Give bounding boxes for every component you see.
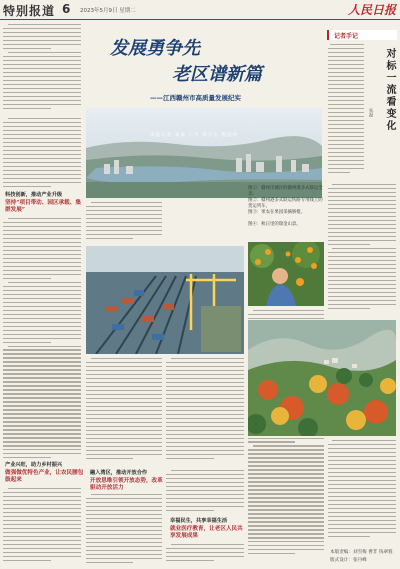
section-heading-2: 融入湾区，推动开放合作	[90, 470, 148, 476]
designer-credit: 版式设计：张丹峰	[330, 558, 367, 563]
section-heading-1: 科技创新，推动产业升级	[5, 192, 63, 198]
headline-line-2: 老区谱新篇	[172, 64, 262, 85]
navel-orange-farmer-photo	[248, 242, 324, 306]
issue-date: 2023年5月9日 星期二	[80, 8, 136, 14]
masthead	[0, 0, 400, 20]
byline: 本报记者 朱磊 王丹 郑少忠 程远州	[150, 133, 239, 138]
left-column-text-mid	[3, 118, 81, 190]
section-lead-3: 做强做优特色产业，让农民腰包鼓起来	[5, 470, 84, 483]
middle-column-text-4	[86, 494, 162, 566]
commentary-author: 朱磊	[368, 108, 373, 118]
photo-caption-3: 图③：果农在果园采摘脐橙。	[248, 210, 306, 215]
middle-column-text-1	[86, 202, 162, 242]
photo-caption-4: 图④：秋日里的瑞金山景。	[248, 222, 301, 227]
photo-caption-1: 图①：赣州市城区的赣州港多式联运全景。	[248, 186, 323, 197]
section-heading-3: 产业兴旺，助力乡村振兴	[5, 462, 63, 468]
right-column-text	[328, 440, 396, 544]
left-column-text-3	[3, 488, 81, 566]
commentary-title: 对标一流看变化	[384, 48, 395, 132]
middle-column-text-5	[166, 470, 244, 514]
left-column-text-top	[3, 24, 81, 116]
commentary-text-2	[328, 184, 396, 314]
middle-column-text-2	[86, 358, 162, 464]
commentary-text-1	[328, 44, 364, 180]
paper-logo: 人民日报	[347, 3, 396, 17]
autumn-mountain-photo	[248, 320, 396, 436]
left-column-text-2	[3, 218, 81, 458]
section-heading-4: 幸福民生，共享幸福生活	[170, 518, 228, 524]
headline-line-1: 发展勇争先	[110, 38, 200, 59]
section-lead-4: 就业医疗教育，让老区人民共享发展成果	[170, 526, 243, 539]
section-name: 特别报道	[3, 4, 56, 18]
middle-column-text-3	[166, 358, 244, 464]
section-lead-2: 开放思维引领开放态势，改革驱动开放活力	[90, 478, 163, 491]
rail-port-photo	[86, 246, 244, 354]
middle-column-text-6	[166, 544, 244, 566]
editor-credit: 本版责编：刘雪梅 曹非 钱翠蓉	[330, 550, 393, 555]
page-number: 6	[62, 2, 71, 16]
photo-caption-2: 图②：赣州港多式联运铁路专用线上的货运列车。	[248, 198, 323, 209]
commentary-label: 记者手记	[334, 33, 359, 40]
section-lead-1: 坚持“项目带动、园区承载、集群发展”	[5, 200, 81, 213]
city-panorama-photo	[86, 108, 322, 198]
commentary-label-box	[327, 30, 397, 40]
headline-subtitle: ——江西赣州市高质量发展纪实	[150, 94, 241, 102]
